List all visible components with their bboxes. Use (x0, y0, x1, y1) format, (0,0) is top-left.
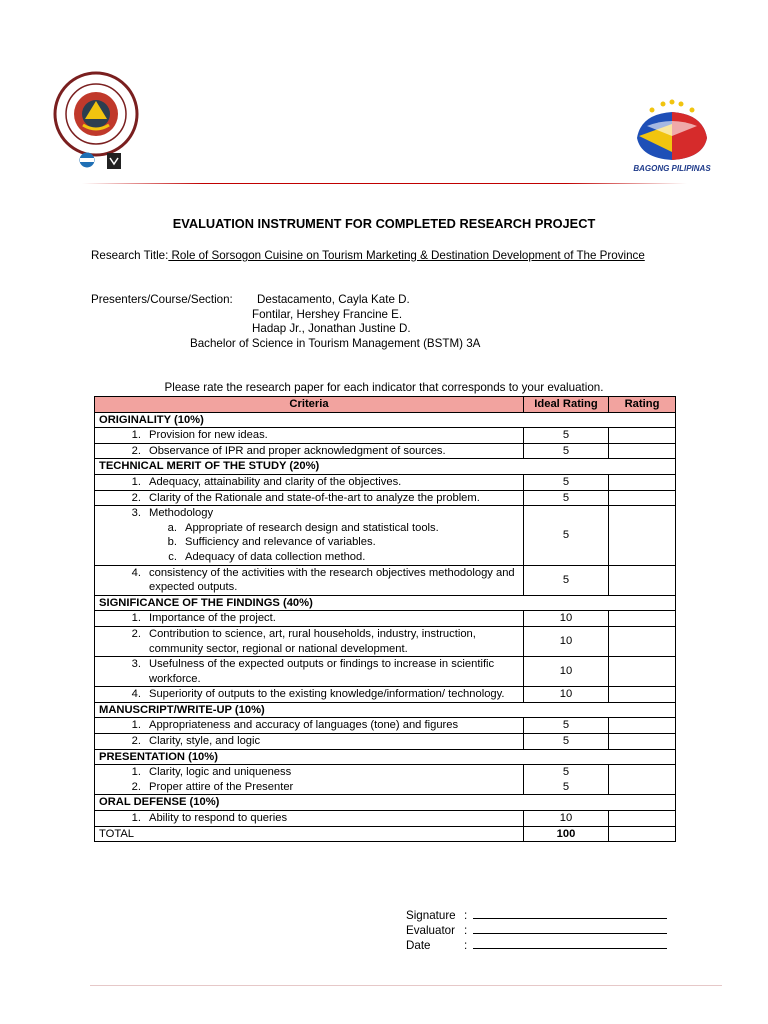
header-rule (82, 183, 687, 184)
criteria-item: Clarity, style, and logic (149, 735, 261, 748)
criteria-item: Superiority of outputs to the existing knowledge/information/ technology. (149, 688, 505, 701)
ideal-rating: 10 (524, 657, 609, 687)
item-number: 1. (131, 812, 141, 825)
criteria-item: Clarity, logic and uniqueness (149, 766, 292, 779)
ideal-rating: 5 (524, 490, 609, 506)
section-row (95, 749, 676, 765)
criteria-item: Appropriateness and accuracy of languages (tone) and figures (149, 719, 459, 732)
rating-cell[interactable] (609, 626, 676, 656)
item-number: 1. (131, 475, 141, 488)
table-header-row (95, 397, 676, 413)
section-technical-merit: TECHNICAL MERIT OF THE STUDY (20%) (95, 459, 676, 475)
section-row (95, 412, 676, 428)
colon: : (464, 909, 468, 922)
table-row (95, 565, 676, 595)
instruction-text: Please rate the research paper for each indicator that corresponds to your evaluation. (164, 381, 604, 394)
total-label: TOTAL (95, 826, 524, 842)
ideal-rating-value: 5 (562, 766, 570, 779)
criteria-item: Proper attire of the Presenter (149, 780, 294, 793)
table-row (95, 657, 676, 687)
item-number: 2. (131, 491, 141, 504)
rating-cell[interactable] (609, 687, 676, 703)
rating-cell[interactable] (609, 474, 676, 490)
total-rating-cell[interactable] (609, 826, 676, 842)
criteria-header: Criteria (95, 397, 524, 413)
university-seal-logo (53, 71, 139, 157)
table-row (95, 687, 676, 703)
course-section: Bachelor of Science in Tourism Management (BSTM) 3A (190, 336, 481, 350)
ideal-rating: 10 (524, 811, 609, 827)
rating-cell[interactable] (609, 490, 676, 506)
ideal-rating: 10 (524, 626, 609, 656)
criteria-item: Observance of IPR and proper acknowledgment of sources. (149, 444, 446, 457)
rating-cell[interactable] (609, 765, 676, 795)
total-value: 100 (524, 826, 609, 842)
ideal-rating: 5 (524, 734, 609, 750)
table-row (95, 718, 676, 734)
criteria-sub-item: Appropriate of research design and statistical tools. (185, 521, 439, 534)
evaluator-label: Evaluator (406, 924, 455, 937)
criteria-item: Contribution to science, art, rural households, industry, instruction, community sector, regional or national development. (149, 627, 476, 655)
section-row (95, 595, 676, 611)
criteria-item: consistency of the activities with the research objectives methodology and expected outputs. (149, 566, 515, 594)
footer-rule (90, 985, 722, 986)
research-title-label: Research Title: (91, 249, 169, 262)
criteria-item: Methodology (149, 507, 214, 520)
bagong-pilipinas-text: BAGONG PILIPINAS (633, 164, 711, 173)
item-number: 4. (131, 566, 141, 579)
section-row (95, 459, 676, 475)
item-number: 1. (131, 429, 141, 442)
table-row (95, 734, 676, 750)
table-row (95, 611, 676, 627)
ideal-rating: 5 (524, 718, 609, 734)
signature-block (406, 908, 667, 953)
rating-cell[interactable] (609, 565, 676, 595)
table-row (95, 443, 676, 459)
table-row (95, 474, 676, 490)
rating-cell[interactable] (609, 657, 676, 687)
criteria-item: Ability to respond to queries (149, 812, 288, 825)
date-label: Date (406, 939, 431, 952)
research-title-block (91, 248, 678, 263)
rating-header: Rating (609, 397, 676, 413)
section-significance: SIGNIFICANCE OF THE FINDINGS (40%) (95, 595, 676, 611)
section-originality: ORIGINALITY (10%) (95, 412, 676, 428)
item-number: 2. (131, 780, 141, 793)
colon: : (464, 939, 468, 952)
signature-label: Signature (406, 909, 456, 922)
section-presentation: PRESENTATION (10%) (95, 749, 676, 765)
rating-cell[interactable] (609, 443, 676, 459)
criteria-item: Clarity of the Rationale and state-of-the-art to analyze the problem. (149, 491, 480, 504)
presenter-name: Destacamento, Cayla Kate D. (257, 293, 410, 306)
ideal-rating: 5 (524, 474, 609, 490)
sub-item-letter: a. (167, 521, 177, 534)
section-row (95, 795, 676, 811)
document-title: EVALUATION INSTRUMENT FOR COMPLETED RESEARCH PROJECT (172, 216, 596, 231)
rating-cell[interactable] (609, 811, 676, 827)
rating-cell[interactable] (609, 718, 676, 734)
total-row (95, 826, 676, 842)
signature-line[interactable] (473, 908, 667, 919)
item-number: 1. (131, 719, 141, 732)
item-number: 1. (131, 612, 141, 625)
ideal-rating: 10 (524, 687, 609, 703)
item-number: 2. (131, 627, 141, 640)
iso-cert-icon (76, 152, 98, 168)
rating-cell[interactable] (609, 611, 676, 627)
table-row (95, 626, 676, 656)
table-row (95, 428, 676, 444)
criteria-sub-item: Sufficiency and relevance of variables. (185, 536, 376, 549)
item-number: 1. (131, 766, 141, 779)
item-number: 3. (131, 658, 141, 671)
ideal-rating: 5 (524, 565, 609, 595)
item-number: 2. (131, 444, 141, 457)
table-row (95, 811, 676, 827)
rating-cell[interactable] (609, 428, 676, 444)
item-number: 3. (131, 507, 141, 520)
research-title-value: Role of Sorsogon Cuisine on Tourism Marketing & Destination Development of The Province (168, 249, 645, 262)
table-row (95, 490, 676, 506)
table-row (95, 765, 676, 795)
ideal-rating (524, 765, 609, 795)
ideal-rating: 5 (524, 428, 609, 444)
criteria-item: Provision for new ideas. (149, 429, 268, 442)
item-number: 4. (131, 688, 141, 701)
date-line[interactable] (473, 938, 667, 949)
criteria-item: Adequacy, attainability and clarity of the objectives. (149, 475, 402, 488)
evaluation-table (94, 396, 676, 842)
ideal-rating: 5 (524, 443, 609, 459)
cert-badge-icon (106, 152, 122, 170)
ideal-rating: 5 (524, 506, 609, 565)
evaluator-line[interactable] (473, 923, 667, 934)
ideal-rating-header: Ideal Rating (524, 397, 609, 413)
rating-cell[interactable] (609, 506, 676, 565)
criteria-sub-item: Adequacy of data collection method. (185, 550, 366, 563)
ideal-rating: 10 (524, 611, 609, 627)
presenter-name: Hadap Jr., Jonathan Justine D. (252, 322, 411, 336)
sub-item-letter: c. (168, 550, 177, 563)
criteria-item: Usefulness of the expected outputs or findings to increase in scientific workforce. (149, 658, 495, 685)
presenter-name: Fontilar, Hershey Francine E. (252, 307, 403, 321)
colon: : (464, 924, 468, 937)
section-manuscript: MANUSCRIPT/WRITE-UP (10%) (95, 702, 676, 718)
table-row (95, 506, 676, 565)
section-oral-defense: ORAL DEFENSE (10%) (95, 795, 676, 811)
section-row (95, 702, 676, 718)
presenters-block (91, 293, 481, 351)
certification-logos (76, 152, 122, 170)
item-number: 2. (131, 735, 141, 748)
ideal-rating-value: 5 (562, 780, 570, 793)
sub-item-letter: b. (167, 536, 177, 549)
criteria-item: Importance of the project. (149, 612, 276, 625)
rating-cell[interactable] (609, 734, 676, 750)
presenters-label: Presenters/Course/Section: (91, 293, 233, 306)
